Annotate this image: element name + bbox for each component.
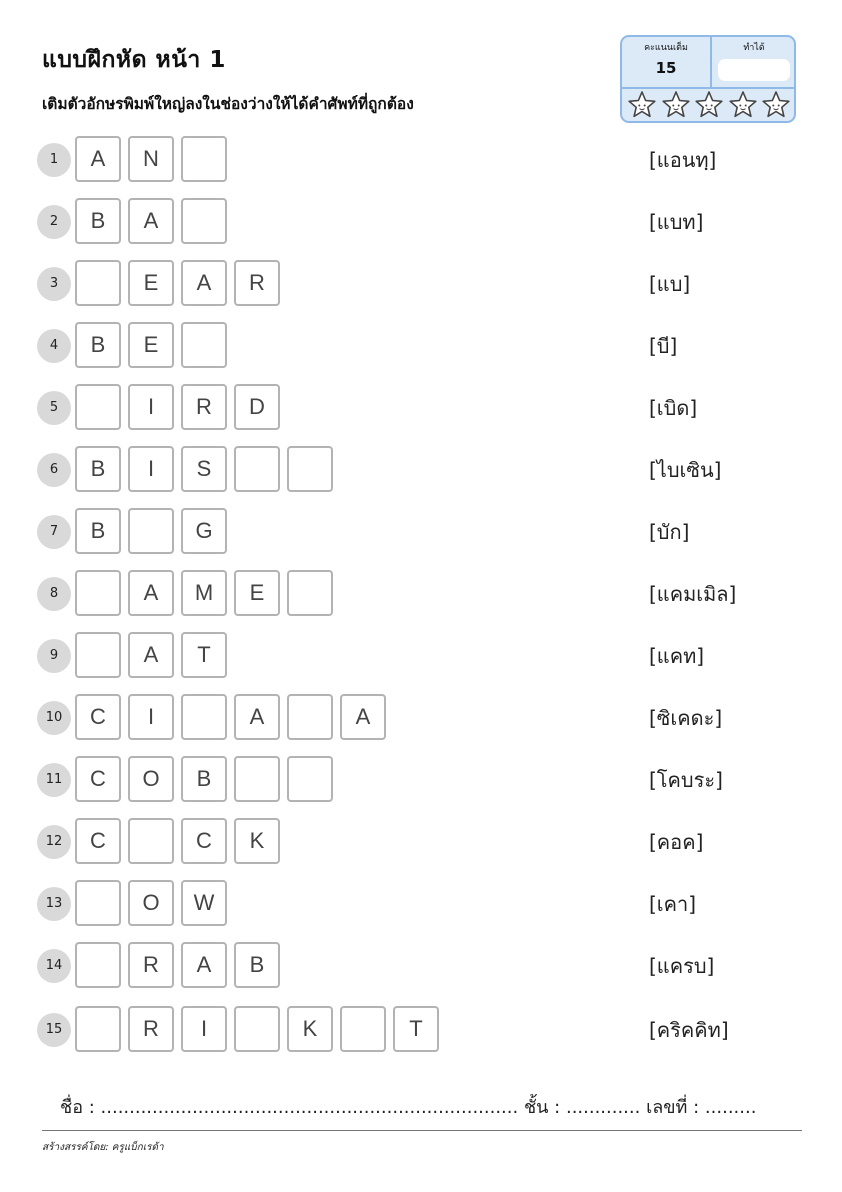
letter-box: K [234,818,280,864]
exercise-row [37,570,817,616]
exercise-row [37,322,817,368]
letter-box: B [75,446,121,492]
exercise-row [37,260,817,306]
star-icon [661,90,691,120]
thai-pronunciation: [เบิด] [649,396,698,420]
letter-box: C [181,818,227,864]
exercise-row [37,446,817,492]
thai-pronunciation: [แอนทฺ] [649,148,717,172]
obtained-score-field[interactable] [718,59,790,81]
thai-pronunciation: [แคมเมิล] [649,582,737,606]
thai-pronunciation: [คอค] [649,830,704,854]
blank-letter-box[interactable] [181,198,227,244]
thai-pronunciation: [แบท] [649,210,704,234]
letter-box: M [181,570,227,616]
star-rating [627,90,791,120]
blank-letter-box[interactable] [234,1006,280,1052]
full-score-label: คะแนนเต็ม [644,43,688,53]
blank-letter-box[interactable] [128,508,174,554]
page-title: แบบฝึกหัด หน้า 1 [42,47,226,73]
exercise-row [37,818,817,864]
letter-box: A [128,198,174,244]
letter-box: A [128,570,174,616]
item-number-badge: 14 [37,949,71,983]
blank-letter-box[interactable] [181,322,227,368]
letter-box: W [181,880,227,926]
blank-letter-box[interactable] [181,694,227,740]
star-icon [627,90,657,120]
letter-box: C [75,694,121,740]
thai-pronunciation: [ไบเซิน] [649,458,722,482]
letter-box: I [128,694,174,740]
blank-letter-box[interactable] [75,632,121,678]
letter-box: S [181,446,227,492]
thai-pronunciation: [แครบ] [649,954,715,978]
letter-box: C [75,818,121,864]
exercise-row [37,1006,817,1052]
blank-letter-box[interactable] [340,1006,386,1052]
letter-box: R [128,942,174,988]
exercise-row [37,632,817,678]
item-number-badge: 3 [37,267,71,301]
item-number-badge: 12 [37,825,71,859]
full-score-value: 15 [655,59,677,77]
letter-box: B [181,756,227,802]
score-divider [622,87,794,89]
exercise-row [37,198,817,244]
item-number-badge: 13 [37,887,71,921]
blank-letter-box[interactable] [287,694,333,740]
exercise-row [37,384,817,430]
thai-pronunciation: [แคท] [649,644,705,668]
divider [42,1130,802,1131]
score-box [620,35,796,123]
exercise-row [37,508,817,554]
item-number-badge: 7 [37,515,71,549]
blank-letter-box[interactable] [234,446,280,492]
blank-letter-box[interactable] [75,384,121,430]
item-number-badge: 8 [37,577,71,611]
thai-pronunciation: [โคบระ] [649,768,723,792]
thai-pronunciation: [บัก] [649,520,690,544]
exercise-row [37,756,817,802]
letter-box: G [181,508,227,554]
letter-box: D [234,384,280,430]
letter-box: B [75,322,121,368]
exercise-row [37,694,817,740]
letter-box: I [128,446,174,492]
thai-pronunciation: [เคา] [649,892,697,916]
blank-letter-box[interactable] [181,136,227,182]
student-info-line: ชื่อ : ......................................................................... ชั้น : ............. เลขที่ : ......... [60,1097,757,1118]
star-icon [761,90,791,120]
letter-box: C [75,756,121,802]
letter-box: A [75,136,121,182]
letter-box: E [128,322,174,368]
item-number-badge: 2 [37,205,71,239]
item-number-badge: 5 [37,391,71,425]
letter-box: A [181,260,227,306]
thai-pronunciation: [ซิเคดะ] [649,706,723,730]
letter-box: E [128,260,174,306]
letter-box: O [128,880,174,926]
item-number-badge: 15 [37,1013,71,1047]
blank-letter-box[interactable] [287,570,333,616]
item-number-badge: 10 [37,701,71,735]
exercise-row [37,136,817,182]
item-number-badge: 9 [37,639,71,673]
letter-box: K [287,1006,333,1052]
thai-pronunciation: [บี] [649,334,678,358]
letter-box: A [234,694,280,740]
thai-pronunciation: [คริคคิท] [649,1018,729,1042]
item-number-badge: 11 [37,763,71,797]
item-number-badge: 4 [37,329,71,363]
credit-text: สร้างสรรค์โดย: ครูแบ็กเรด้า [42,1142,164,1153]
blank-letter-box[interactable] [75,1006,121,1052]
blank-letter-box[interactable] [234,756,280,802]
letter-box: A [340,694,386,740]
blank-letter-box[interactable] [75,942,121,988]
letter-box: B [75,198,121,244]
letter-box: E [234,570,280,616]
blank-letter-box[interactable] [287,756,333,802]
exercise-row [37,880,817,926]
blank-letter-box[interactable] [287,446,333,492]
letter-box: A [181,942,227,988]
letter-box: T [393,1006,439,1052]
instruction-text: เติมตัวอักษรพิมพ์ใหญ่ลงในช่องว่างให้ได้คำศัพท์ที่ถูกต้อง [42,95,414,113]
letter-box: N [128,136,174,182]
letter-box: I [128,384,174,430]
obtained-score-label: ทำได้ [743,43,765,53]
blank-letter-box[interactable] [75,880,121,926]
letter-box: B [234,942,280,988]
letter-box: B [75,508,121,554]
thai-pronunciation: [แบ] [649,272,691,296]
exercise-row [37,942,817,988]
letter-box: R [234,260,280,306]
letter-box: A [128,632,174,678]
blank-letter-box[interactable] [75,570,121,616]
letter-box: R [181,384,227,430]
blank-letter-box[interactable] [75,260,121,306]
letter-box: O [128,756,174,802]
star-icon [694,90,724,120]
item-number-badge: 6 [37,453,71,487]
letter-box: T [181,632,227,678]
star-icon [728,90,758,120]
letter-box: R [128,1006,174,1052]
item-number-badge: 1 [37,143,71,177]
blank-letter-box[interactable] [128,818,174,864]
letter-box: I [181,1006,227,1052]
